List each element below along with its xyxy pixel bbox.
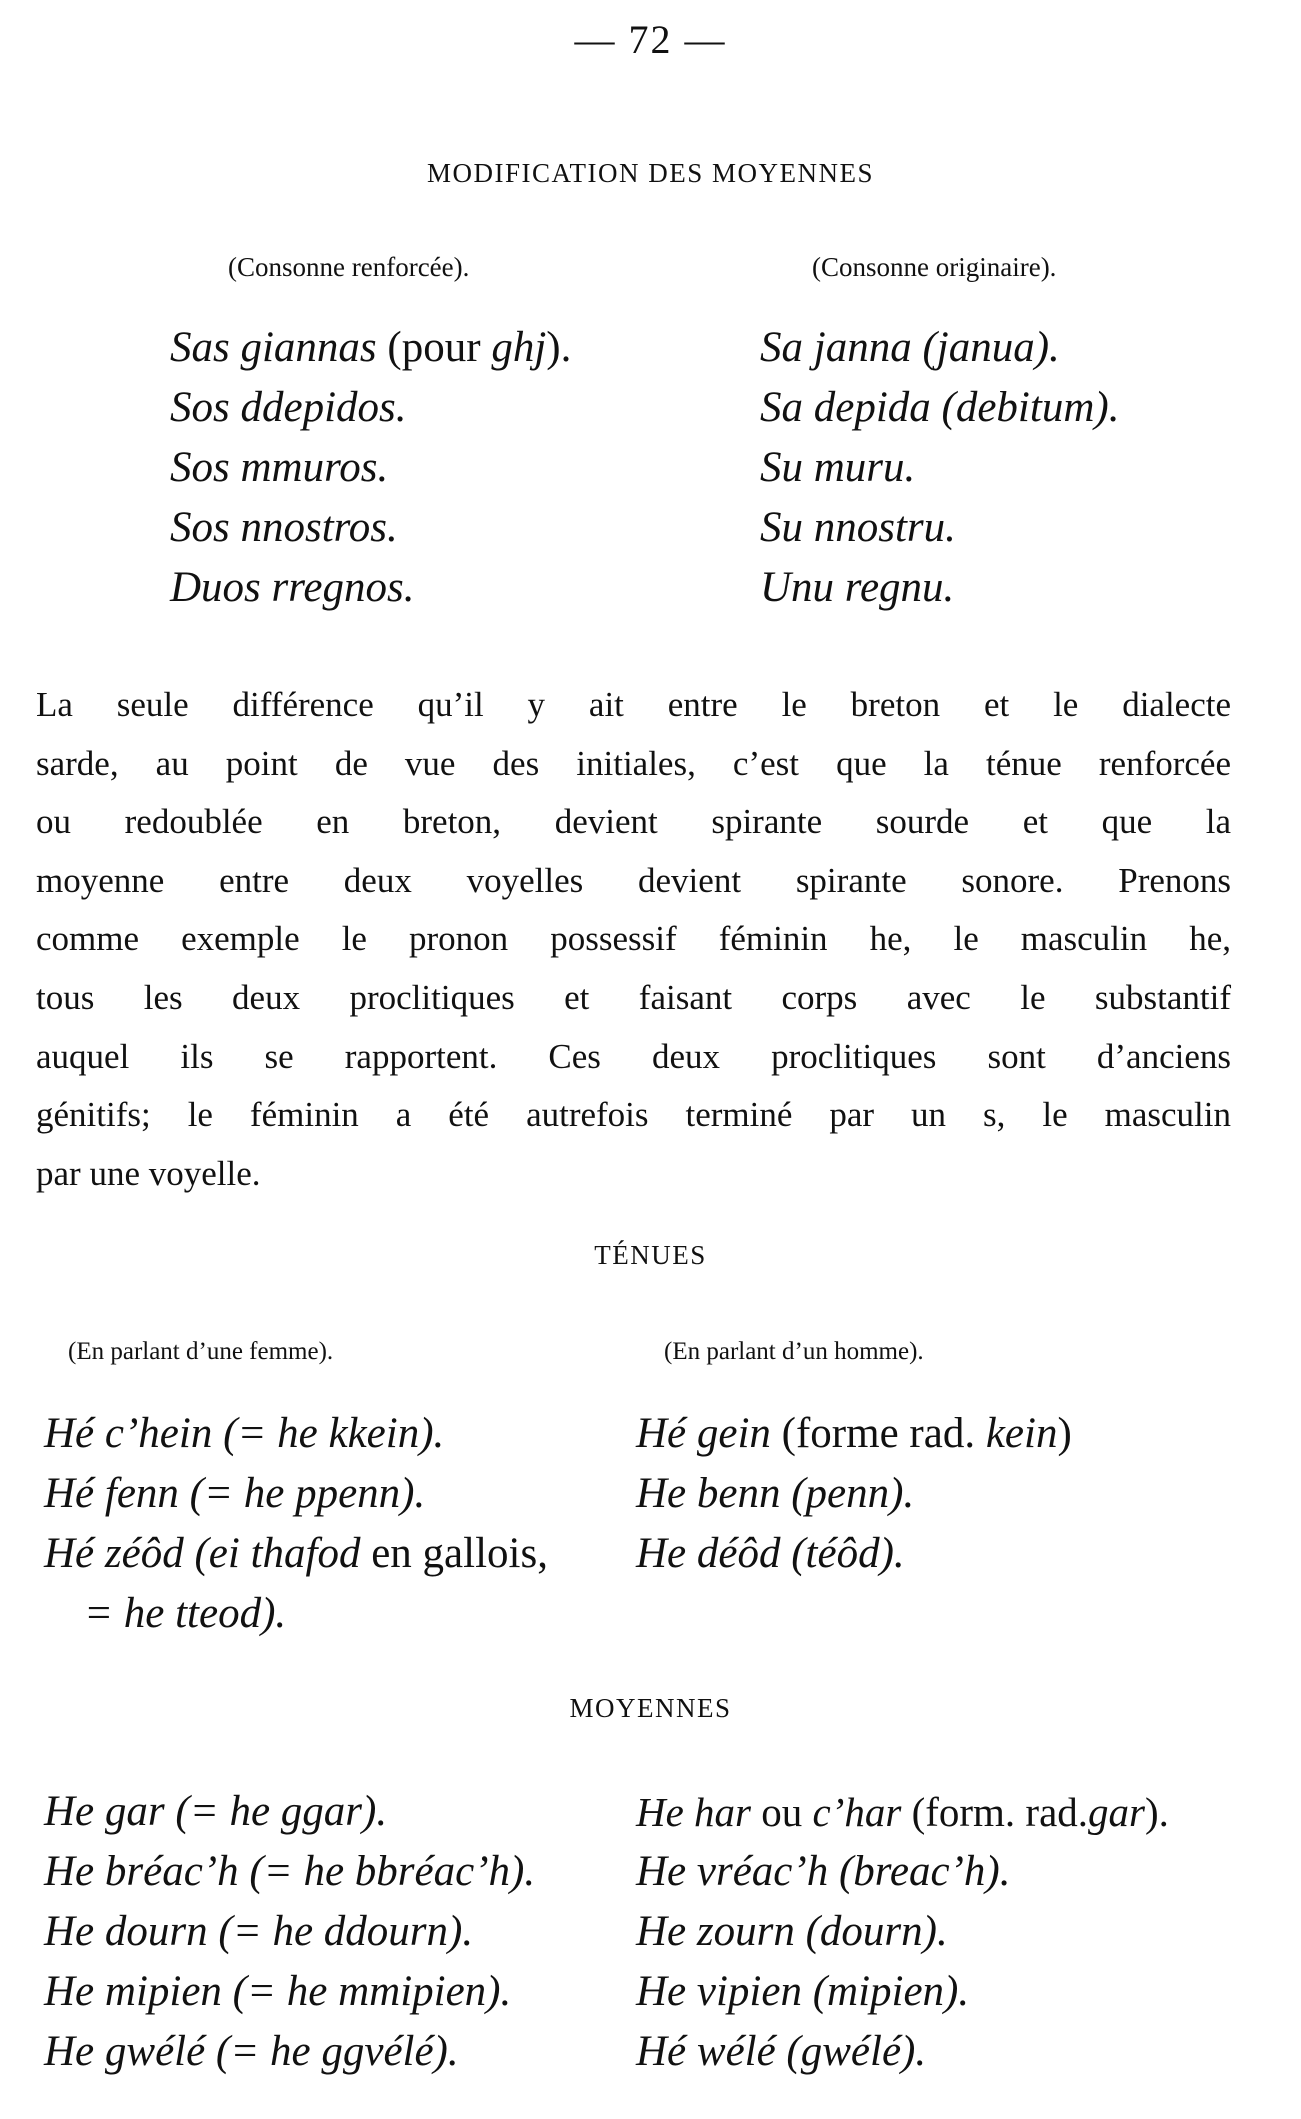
- example-row: Sa janna (janua).: [760, 324, 1060, 371]
- example-row: Hé c’hein (= he kkein).: [44, 1410, 445, 1457]
- left-example-list: [44, 1404, 548, 1644]
- example-row: He vréac’h (breac’h).: [636, 1848, 1011, 1895]
- paragraph-line: par une voyelle.: [36, 1153, 261, 1193]
- right-example-list: [760, 318, 1119, 618]
- left-column-header: (En parlant d’une femme).: [68, 1338, 334, 1365]
- section-title-tenues: TÉNUES: [594, 1240, 707, 1270]
- example-row: Duos rregnos.: [170, 564, 415, 611]
- paragraph-line: auquel ils se rapportent. Ces deux proclitiques sont d’anciens: [36, 1036, 1231, 1076]
- example-row: Sos mmuros.: [170, 444, 389, 491]
- example-row: He zourn (dourn).: [636, 1908, 948, 1955]
- example-row: Hé fenn (= he ppenn).: [44, 1470, 426, 1517]
- example-row: He dourn (= he ddourn).: [44, 1908, 474, 1955]
- right-example-list: [636, 1404, 1072, 1584]
- example-row: Sos nnostros.: [170, 504, 398, 551]
- right-column-header: (Consonne originaire).: [812, 252, 1057, 282]
- section-title-moyennes: MOYENNES: [569, 1693, 732, 1723]
- body-paragraph: [36, 676, 1231, 1203]
- example-row: Su muru.: [760, 444, 916, 491]
- paragraph-line: ou redoublée en breton, devient spirante sourde et que la: [36, 802, 1231, 842]
- example-row: He mipien (= he mmipien).: [44, 1968, 512, 2015]
- left-example-list: [170, 318, 571, 618]
- example-row: = he tteod).: [84, 1590, 287, 1637]
- example-row: Hé wélé (gwélé).: [636, 2028, 927, 2075]
- paragraph-line: génitifs; le féminin a été autrefois terminé par un s, le masculin: [36, 1095, 1231, 1135]
- right-column-header: (En parlant d’un homme).: [664, 1338, 924, 1365]
- example-row: Sos ddepidos.: [170, 384, 407, 431]
- page-number: — 72 —: [574, 17, 727, 62]
- example-row: He benn (penn).: [636, 1470, 915, 1517]
- example-row: Sas giannas (pour ghj).: [170, 324, 572, 371]
- example-row: Hé zéôd (ei thafod en gallois,: [44, 1530, 548, 1577]
- example-row: He gwélé (= he ggvélé).: [44, 2028, 459, 2075]
- right-example-list: [636, 1782, 1169, 2082]
- left-column-header: (Consonne renforcée).: [228, 252, 470, 282]
- example-row: He vipien (mipien).: [636, 1968, 970, 2015]
- example-row: He déôd (téôd).: [636, 1530, 905, 1577]
- section-title-modification: MODIFICATION DES MOYENNES: [426, 158, 874, 188]
- example-row: He bréac’h (= he bbréac’h).: [44, 1848, 536, 1895]
- example-row: Su nnostru.: [760, 504, 956, 551]
- example-row: He gar (= he ggar).: [44, 1788, 388, 1835]
- example-row: Unu regnu.: [760, 564, 955, 611]
- example-row: Hé gein (forme rad. kein): [636, 1410, 1072, 1457]
- paragraph-line: comme exemple le pronon possessif féminin he, le masculin he,: [36, 919, 1231, 959]
- paragraph-line: La seule différence qu’il y ait entre le breton et le dialecte: [36, 685, 1231, 724]
- paragraph-line: tous les deux proclitiques et faisant corps avec le substantif: [36, 977, 1231, 1017]
- example-row: He har ou c’har (form. rad.gar).: [636, 1789, 1169, 1835]
- left-example-list: [44, 1782, 535, 2082]
- example-row: Sa depida (debitum).: [760, 384, 1120, 431]
- paragraph-line: sarde, au point de vue des initiales, c’est que la ténue renforcée: [36, 743, 1231, 783]
- paragraph-line: moyenne entre deux voyelles devient spirante sonore. Prenons: [36, 860, 1231, 900]
